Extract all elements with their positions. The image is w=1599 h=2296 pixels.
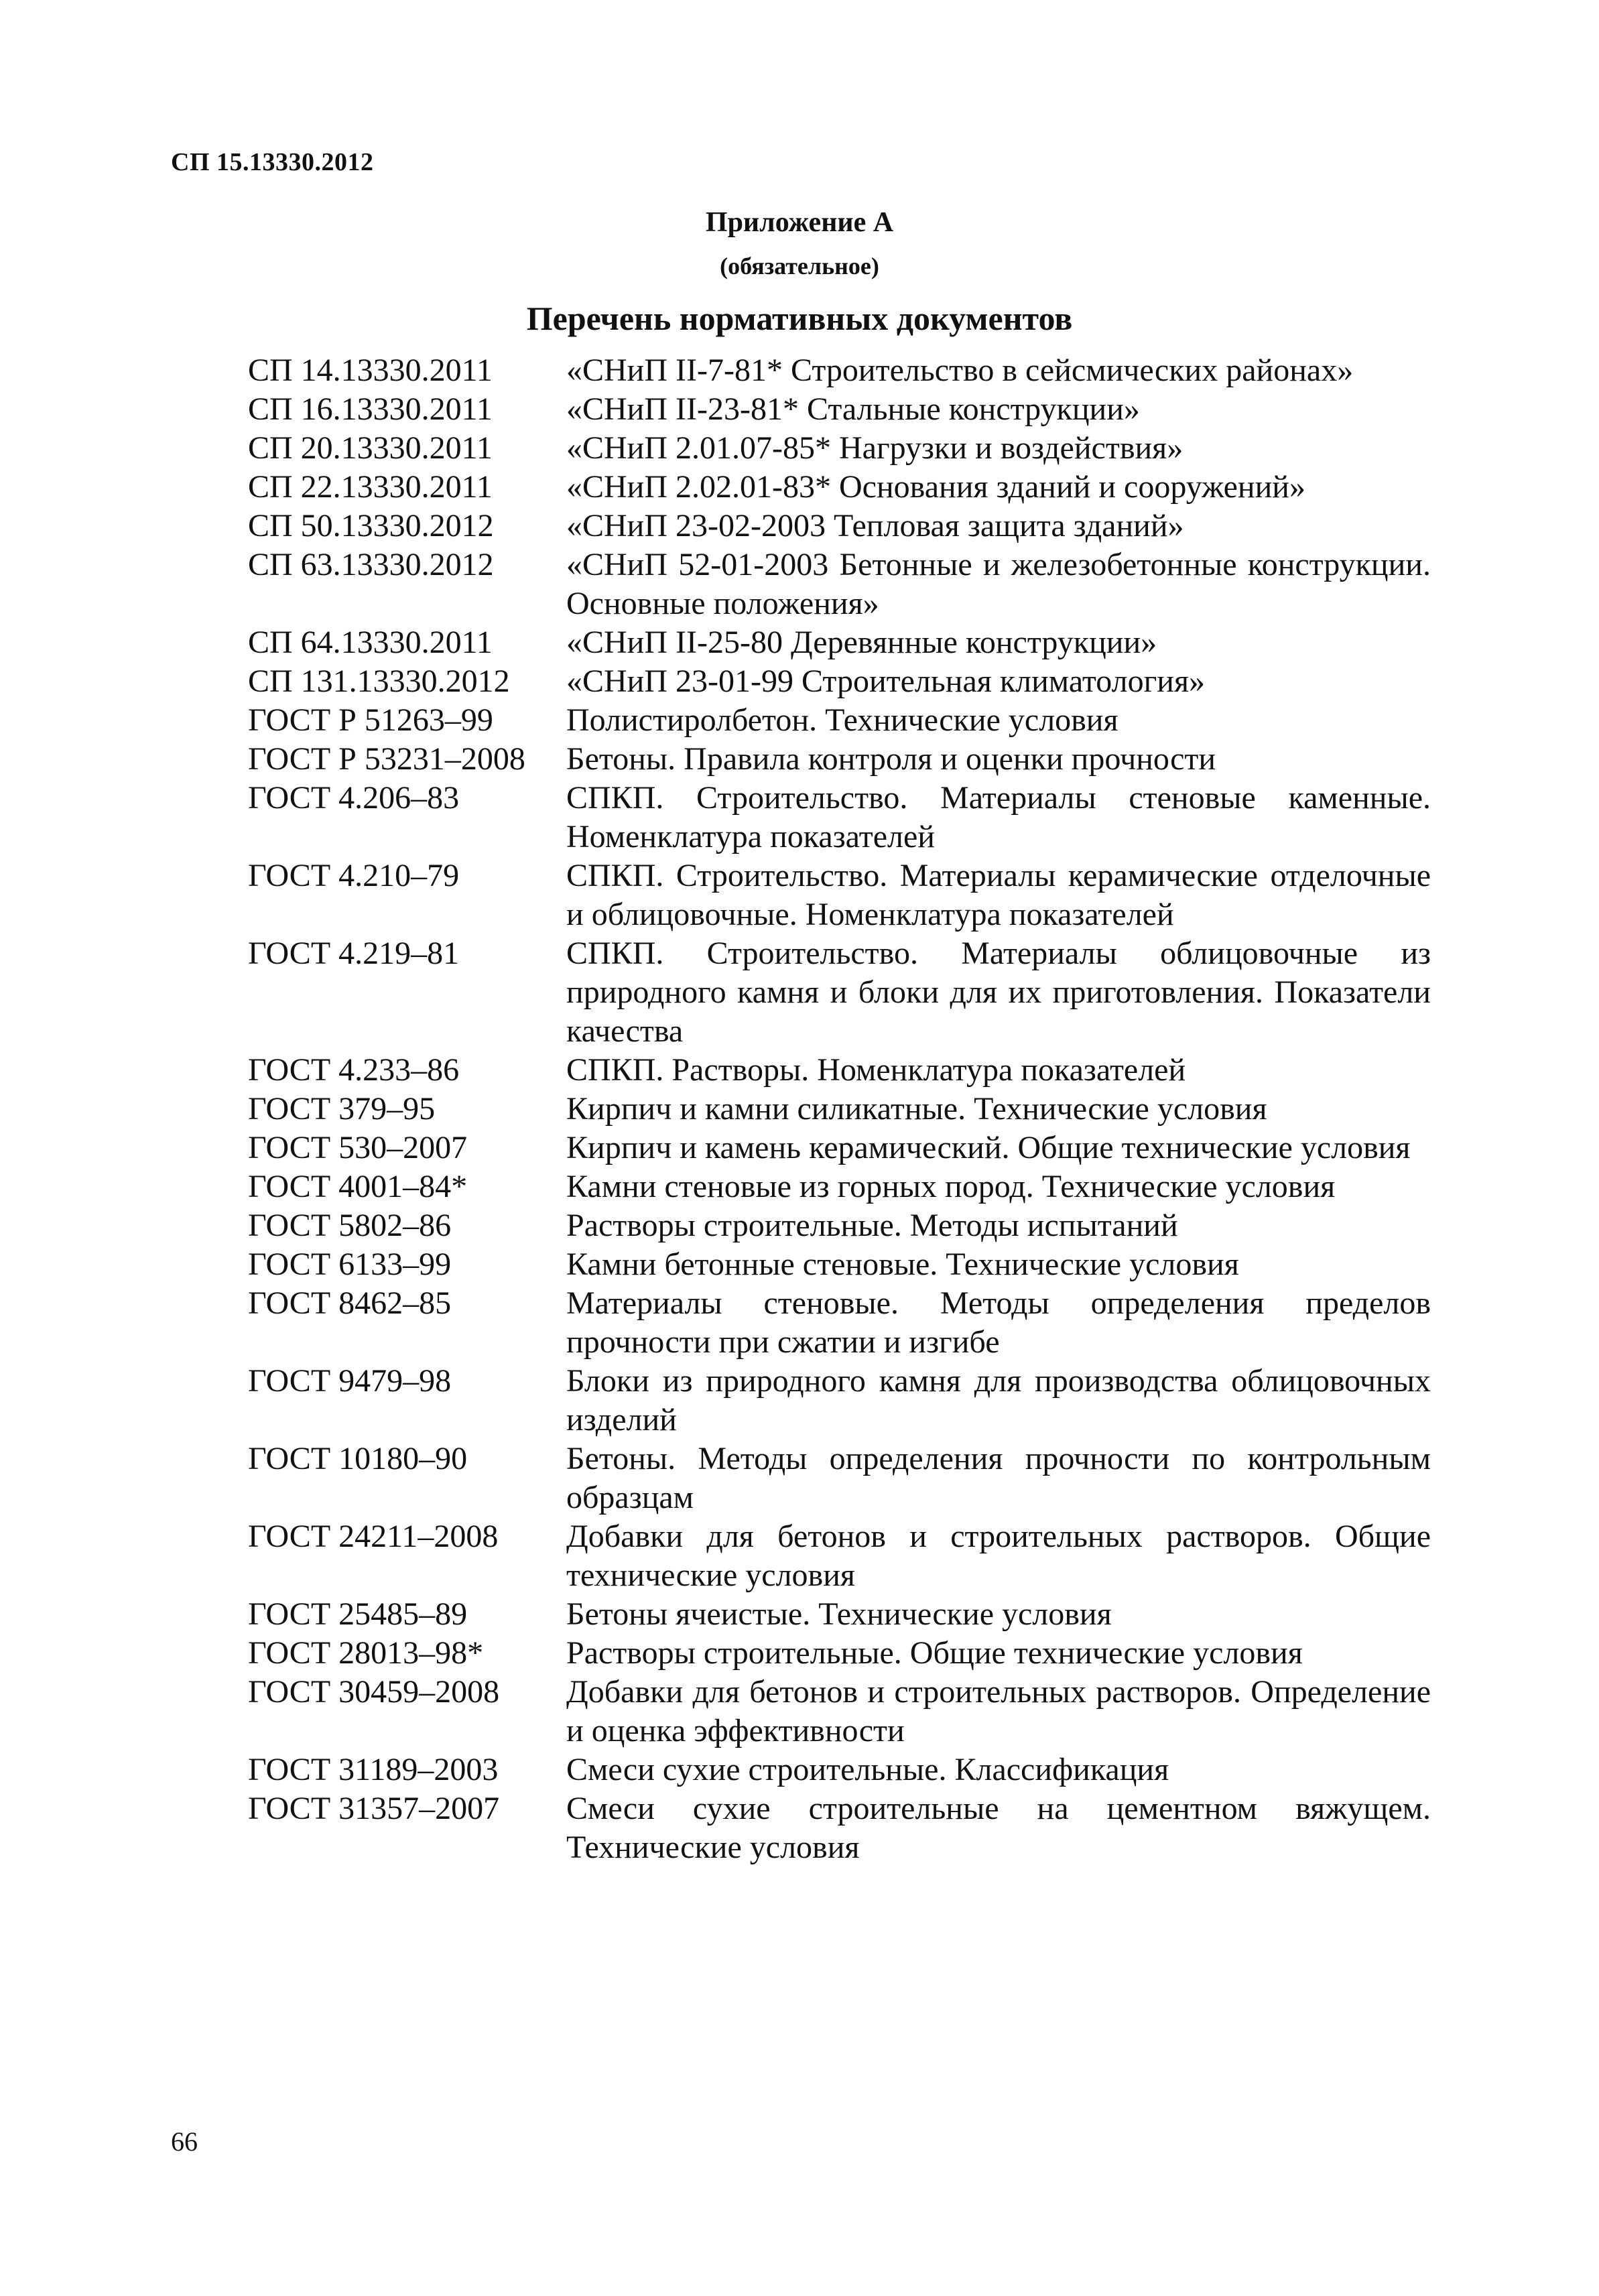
- document-row: [248, 1789, 1441, 1867]
- document-title: «СНиП 2.02.01-83* Основания зданий и сооружений»: [566, 469, 1305, 505]
- document-code: СП 16.13330.2011: [248, 391, 493, 427]
- document-code: ГОСТ 4.206–83: [248, 780, 460, 816]
- document-code: ГОСТ 379–95: [248, 1091, 436, 1127]
- document-row: [248, 429, 1441, 468]
- document-row: [248, 1206, 1441, 1245]
- document-title: «СНиП 23-02-2003 Тепловая защита зданий»: [566, 508, 1184, 544]
- document-title: «СНиП 2.01.07-85* Нагрузки и воздействия»: [566, 430, 1184, 466]
- document-code: СП 64.13330.2011: [248, 625, 493, 660]
- document-row: [248, 779, 1441, 856]
- document-title: Бетоны ячеистые. Технические условия: [566, 1596, 1112, 1632]
- document-title: Камни бетонные стеновые. Технические условия: [566, 1247, 1239, 1282]
- document-row: [248, 740, 1441, 779]
- document-code: ГОСТ 5802–86: [248, 1208, 452, 1243]
- document-code: ГОСТ 28013–98*: [248, 1635, 484, 1671]
- normative-documents-list: [248, 351, 1441, 1867]
- document-title: Смеси сухие строительные. Классификация: [566, 1752, 1169, 1787]
- appendix-status: (обязательное): [720, 253, 879, 279]
- document-code: ГОСТ 31189–2003: [248, 1752, 499, 1787]
- document-code: СП 63.13330.2012: [248, 547, 494, 582]
- document-row: [248, 1090, 1441, 1129]
- document-title: Растворы строительные. Методы испытаний: [566, 1208, 1178, 1243]
- document-title: Бетоны. Правила контроля и оценки прочности: [566, 741, 1216, 777]
- document-title: СПКП. Растворы. Номенклатура показателей: [566, 1052, 1186, 1088]
- document-row: [248, 662, 1441, 701]
- document-row: [248, 1167, 1441, 1206]
- document-row: [248, 546, 1441, 623]
- document-row: [248, 507, 1441, 546]
- list-heading: Перечень нормативных документов: [526, 300, 1073, 337]
- document-code: ГОСТ Р 51263–99: [248, 702, 493, 738]
- document-code: ГОСТ 4.210–79: [248, 858, 460, 893]
- page-number: 66: [171, 2126, 198, 2157]
- appendix-title: Приложение А: [705, 207, 894, 238]
- document-code: СП 22.13330.2011: [248, 469, 493, 505]
- document-row: [248, 390, 1441, 429]
- document-code-header: СП 15.13330.2012: [171, 148, 374, 176]
- document-code: ГОСТ 530–2007: [248, 1130, 468, 1165]
- document-title: «СНиП II-25-80 Деревянные конструкции»: [566, 625, 1157, 660]
- document-row: [248, 1634, 1441, 1673]
- document-code: ГОСТ 24211–2008: [248, 1519, 499, 1554]
- document-title: Бетоны. Методы определения прочности по контрольным образцам: [566, 1441, 1431, 1515]
- document-row: [248, 1129, 1441, 1167]
- document-title: Кирпич и камень керамический. Общие технические условия: [566, 1130, 1411, 1165]
- document-code: ГОСТ 9479–98: [248, 1363, 452, 1399]
- document-row: [248, 1051, 1441, 1090]
- document-code: ГОСТ 10180–90: [248, 1441, 468, 1476]
- document-code: ГОСТ 4.219–81: [248, 936, 460, 971]
- document-title: СПКП. Строительство. Материалы керамические отделочные и облицовочные. Номенклатура показателей: [566, 858, 1431, 932]
- document-title: Блоки из природного камня для производства облицовочных изделий: [566, 1363, 1431, 1438]
- document-title: «СНиП 23-01-99 Строительная климатология»: [566, 663, 1206, 699]
- document-title: СПКП. Строительство. Материалы стеновые каменные. Номенклатура показателей: [566, 780, 1431, 854]
- document-code: СП 50.13330.2012: [248, 508, 494, 544]
- document-code: ГОСТ 31357–2007: [248, 1791, 500, 1826]
- document-title: СПКП. Строительство. Материалы облицовочные из природного камня и блоки для их приготовления. Показатели качества: [566, 936, 1431, 1049]
- document-code: СП 14.13330.2011: [248, 353, 493, 388]
- document-row: [248, 623, 1441, 662]
- document-code: ГОСТ 30459–2008: [248, 1674, 500, 1710]
- document-code: ГОСТ 6133–99: [248, 1247, 452, 1282]
- document-row: [248, 1517, 1441, 1595]
- document-title: Смеси сухие строительные на цементном вяжущем. Технические условия: [566, 1791, 1431, 1865]
- document-row: [248, 856, 1441, 934]
- document-code: СП 131.13330.2012: [248, 663, 510, 699]
- document-title: Материалы стеновые. Методы определения пределов прочности при сжатии и изгибе: [566, 1285, 1431, 1360]
- document-title: Растворы строительные. Общие технические условия: [566, 1635, 1303, 1671]
- document-row: [248, 701, 1441, 740]
- document-row: [248, 351, 1441, 390]
- document-row: [248, 1595, 1441, 1634]
- document-row: [248, 1673, 1441, 1750]
- document-code: ГОСТ 8462–85: [248, 1285, 452, 1321]
- document-title: Камни стеновые из горных пород. Технические условия: [566, 1169, 1336, 1204]
- document-title: «СНиП 52-01-2003 Бетонные и железобетонные конструкции. Основные положения»: [566, 547, 1431, 621]
- document-code: СП 20.13330.2011: [248, 430, 493, 466]
- document-row: [248, 934, 1441, 1051]
- document-title: Полистиролбетон. Технические условия: [566, 702, 1118, 738]
- document-row: [248, 1750, 1441, 1789]
- document-code: ГОСТ Р 53231–2008: [248, 741, 525, 777]
- document-title: «СНиП II-23-81* Стальные конструкции»: [566, 391, 1140, 427]
- document-code: ГОСТ 4.233–86: [248, 1052, 460, 1088]
- document-row: [248, 1284, 1441, 1362]
- document-title: «СНиП II-7-81* Строительство в сейсмических районах»: [566, 353, 1354, 388]
- document-title: Кирпич и камни силикатные. Технические условия: [566, 1091, 1267, 1127]
- document-title: Добавки для бетонов и строительных растворов. Общие технические условия: [566, 1519, 1431, 1593]
- document-row: [248, 1440, 1441, 1517]
- document-row: [248, 468, 1441, 507]
- document-row: [248, 1362, 1441, 1440]
- document-code: ГОСТ 25485–89: [248, 1596, 468, 1632]
- document-title: Добавки для бетонов и строительных растворов. Определение и оценка эффективности: [566, 1674, 1431, 1748]
- document-row: [248, 1245, 1441, 1284]
- document-code: ГОСТ 4001–84*: [248, 1169, 468, 1204]
